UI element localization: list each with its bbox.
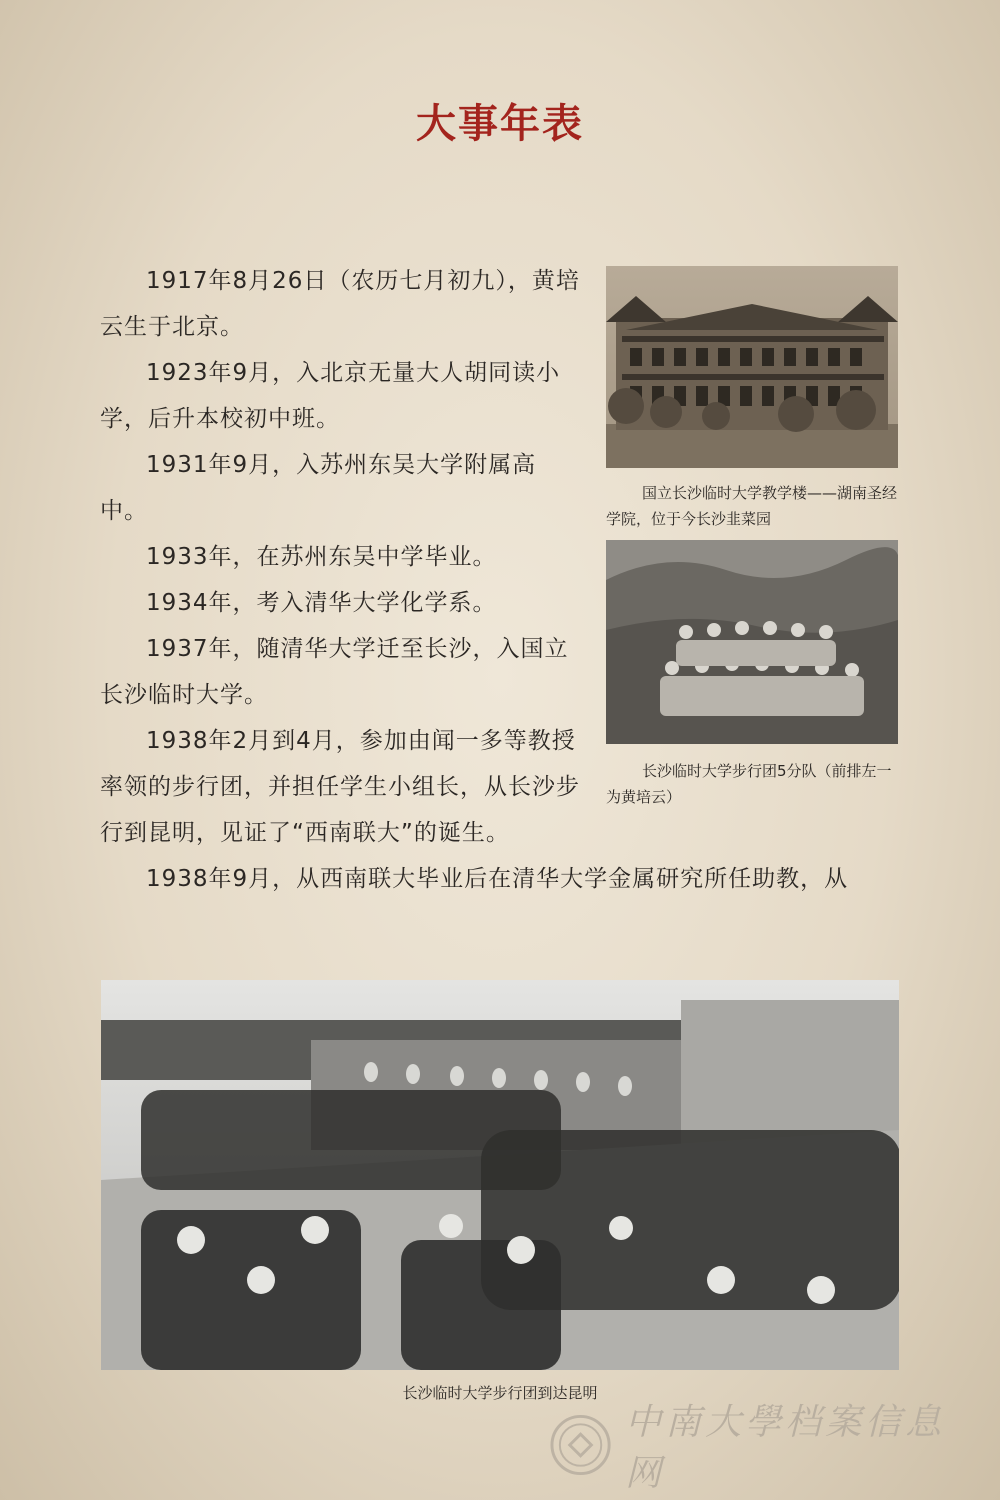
timeline-entry: 1934年，考入清华大学化学系。: [146, 590, 497, 616]
site-name: 中南大學档案信息网: [625, 1402, 946, 1494]
photo-caption: 长沙临时大学步行团5分队（前排左一为黄培云）: [606, 762, 892, 806]
photo-caption: 国立长沙临时大学教学楼——湖南圣经学院，位于今长沙韭菜园: [606, 484, 898, 528]
arrival-kunming-photo: [101, 980, 899, 1370]
site-footer: [550, 1402, 980, 1494]
hiking-squad-photo: [606, 540, 898, 744]
teaching-building-photo: [606, 266, 898, 468]
timeline-entry: 1938年9月，从西南联大毕业后在清华大学金属研究所任助教，从: [146, 866, 849, 892]
timeline-entry: 1917年8月26日（农历七月初九），黄培云生于北京。: [100, 268, 580, 340]
timeline-entry: 1937年，随清华大学迁至长沙，入国立长沙临时大学。: [100, 636, 569, 708]
timeline-entry: 1938年2月到4月，参加由闻一多等教授率领的步行团，并担任学生小组长，从长沙步行到昆明，见证了“西南联大”的诞生。: [100, 728, 580, 846]
photo-caption: 长沙临时大学步行团到达昆明: [402, 1384, 598, 1402]
university-seal-icon: [550, 1414, 611, 1476]
timeline-entry: 1923年9月，入北京无量大人胡同读小学，后升本校初中班。: [100, 360, 561, 432]
timeline-entry: 1933年，在苏州东吴中学毕业。: [146, 544, 497, 570]
timeline-entry: 1931年9月，入苏州东吴大学附属高中。: [100, 452, 537, 524]
page-title: 大事年表: [416, 101, 584, 147]
